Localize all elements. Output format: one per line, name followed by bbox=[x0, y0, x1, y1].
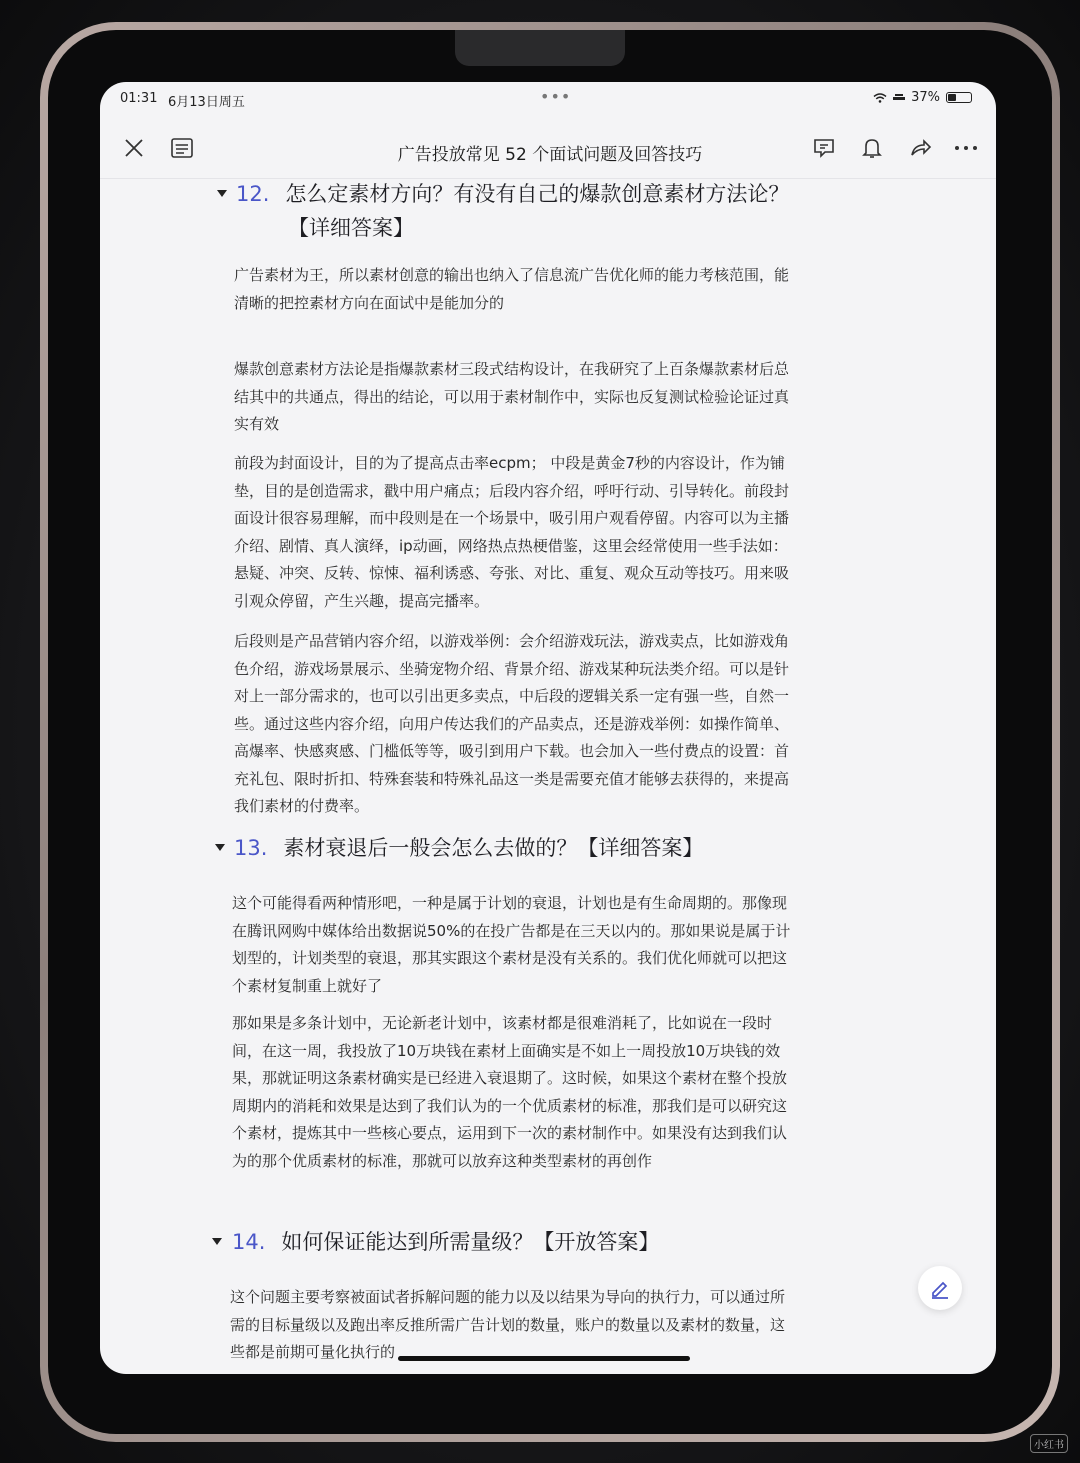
status-right-group bbox=[873, 90, 972, 105]
camera-housing bbox=[455, 30, 625, 66]
text-line: 色介绍，游戏场景展示、坐骑宠物介绍、背景介绍、游戏某种玩法类介绍。可以是针 bbox=[234, 659, 790, 678]
question-number: 14. bbox=[232, 1230, 266, 1254]
comment-icon[interactable] bbox=[806, 130, 842, 166]
text-line: 需的目标量级以及跑出率反推所需广告计划的数量，账户的数量以及素材的数量，这 bbox=[230, 1315, 786, 1334]
text-line: 些。通过这些内容介绍，向用户传达我们的产品卖点，还是游戏举例：如操作简单、 bbox=[234, 714, 790, 733]
text-line: 这个问题主要考察被面试者拆解问题的能力以及以结果为导向的执行力，可以通过所 bbox=[230, 1288, 786, 1306]
text-line: 广告素材为王，所以素材创意的输出也纳入了信息流广告优化师的能力考核范围，能 bbox=[234, 266, 790, 284]
paragraph bbox=[234, 262, 854, 317]
text-line: 实有效 bbox=[234, 415, 280, 433]
document-title: 广告投放常见 52 个面试问题及回答技巧 bbox=[397, 145, 703, 165]
pencil-icon bbox=[929, 1277, 951, 1299]
paragraph bbox=[232, 890, 852, 1000]
battery-icon bbox=[946, 92, 972, 103]
more-icon[interactable] bbox=[948, 130, 984, 166]
status-time: 01:31 bbox=[120, 91, 158, 106]
home-indicator[interactable] bbox=[398, 1356, 690, 1361]
text-line: 充礼包、限时折扣、特殊套装和特殊礼品这一类是需要充值才能够去获得的，来提高 bbox=[234, 769, 790, 788]
paragraph bbox=[230, 1284, 850, 1367]
paragraph bbox=[232, 1010, 852, 1175]
edit-pencil-button[interactable] bbox=[918, 1266, 962, 1310]
paragraph bbox=[234, 450, 854, 615]
question-heading bbox=[234, 832, 703, 864]
text-line: 介绍、剧情、真人演绎，ip动画，网络热点热梗借鉴，这里会经常使用一些手法如： bbox=[234, 536, 788, 555]
collapse-caret-icon[interactable] bbox=[215, 844, 225, 851]
text-line: 这个可能得看两种情形吧，一种是属于计划的衰退，计划也是有生命周期的。那像现 bbox=[232, 894, 788, 912]
collapse-caret-icon[interactable] bbox=[217, 190, 227, 197]
question-title: 素材衰退后一般会怎么去做的？【详细答案】 bbox=[283, 836, 704, 860]
text-line: 后段则是产品营销内容介绍，以游戏举例：会介绍游戏玩法，游戏卖点，比如游戏角 bbox=[234, 632, 790, 650]
outline-icon[interactable] bbox=[164, 130, 200, 166]
question-title: 怎么定素材方向？有没有自己的爆款创意素材方法论？ bbox=[285, 182, 790, 206]
status-date: 6月13日周五 bbox=[168, 95, 245, 110]
text-line: 在腾讯网购中媒体给出数据说50%的在投广告都是在三天以内的。那如果说是属于计 bbox=[232, 921, 791, 940]
question-title: 如何保证能达到所需量级？【开放答案】 bbox=[281, 1230, 660, 1254]
wifi-icon bbox=[873, 93, 887, 103]
text-line: 悬疑、冲突、反转、惊悚、福利诱惑、夸张、对比、重复、观众互动等技巧。用来吸 bbox=[234, 564, 790, 582]
bell-icon[interactable] bbox=[854, 130, 890, 166]
text-line: 前段为封面设计，目的为了提高点击率ecpm； 中段是黄金7秒的内容设计，作为铺 bbox=[234, 454, 785, 472]
question-number: 12. bbox=[236, 182, 270, 206]
question-title-tag: 【详细答案】 bbox=[288, 216, 414, 240]
text-line: 高爆率、快感爽感、门槛低等等，吸引到用户下载。也会加入一些付费点的设置：首 bbox=[234, 742, 790, 760]
paragraph bbox=[234, 628, 854, 821]
question-number: 13. bbox=[234, 836, 268, 860]
text-line: 周期内的消耗和效果是达到了我们认为的一个优质素材的标准，那我们是可以研究这 bbox=[232, 1096, 788, 1115]
tablet-screen bbox=[100, 82, 996, 1374]
text-line: 爆款创意素材方法论是指爆款素材三段式结构设计，在我研究了上百条爆款素材后总 bbox=[234, 360, 790, 378]
share-icon[interactable] bbox=[902, 130, 938, 166]
question-heading bbox=[236, 178, 789, 210]
text-line: 那如果是多条计划中，无论新老计划中，该素材都是很难消耗了，比如说在一段时 bbox=[232, 1014, 773, 1032]
text-line: 划型的，计划类型的衰退，那其实跟这个素材是没有关系的。我们优化师就可以把这 bbox=[232, 949, 788, 967]
text-line: 清晰的把控素材方向在面试中是能加分的 bbox=[234, 293, 505, 312]
text-line: 对上一部分需求的，也可以引出更多卖点，中后段的逻辑关系一定有强一些，自然一 bbox=[234, 687, 790, 705]
text-line: 些都是前期可量化执行的 bbox=[230, 1343, 396, 1361]
text-line: 结其中的共通点，得出的结论，可以用于素材制作中，实际也反复测试检验论证过真 bbox=[234, 387, 790, 406]
text-line: 个素材，提炼其中一些核心要点，运用到下一次的素材制作中。如果没有达到我们认 bbox=[232, 1124, 788, 1142]
paragraph bbox=[234, 356, 854, 439]
close-icon[interactable] bbox=[116, 130, 152, 166]
text-line: 为的那个优质素材的标准，那就可以放弃这种类型素材的再创作 bbox=[232, 1151, 653, 1170]
text-line: 面设计很容易理解，而中段则是在一个场景中，吸引用户观看停留。内容可以为主播 bbox=[234, 509, 790, 527]
text-line: 间，在这一周，我投放了10万块钱在素材上面确实是不如上一周投放10万块钱的效 bbox=[232, 1041, 781, 1060]
battery-percent: 37% bbox=[911, 90, 940, 105]
text-line: 我们素材的付费率。 bbox=[234, 797, 370, 815]
collapse-caret-icon[interactable] bbox=[212, 1238, 222, 1245]
status-bar bbox=[100, 82, 996, 118]
text-line: 个素材复制重上就好了 bbox=[232, 976, 383, 995]
watermark-badge: 小红书 bbox=[1030, 1434, 1068, 1453]
document-body bbox=[100, 178, 996, 1374]
text-line: 果，那就证明这条素材确实是已经进入衰退期了。这时候，如果这个素材在整个投放 bbox=[232, 1069, 788, 1087]
text-line: 垫，目的是创造需求，戳中用户痛点；后段内容介绍，呼吁行动、引导转化。前段封 bbox=[234, 481, 790, 500]
text-line: 引观众停留，产生兴趣，提高完播率。 bbox=[234, 591, 490, 610]
signal-icon bbox=[893, 93, 905, 103]
question-heading bbox=[232, 1226, 659, 1258]
doc-toolbar bbox=[100, 122, 996, 179]
multitask-dots[interactable]: ••• bbox=[540, 87, 572, 106]
